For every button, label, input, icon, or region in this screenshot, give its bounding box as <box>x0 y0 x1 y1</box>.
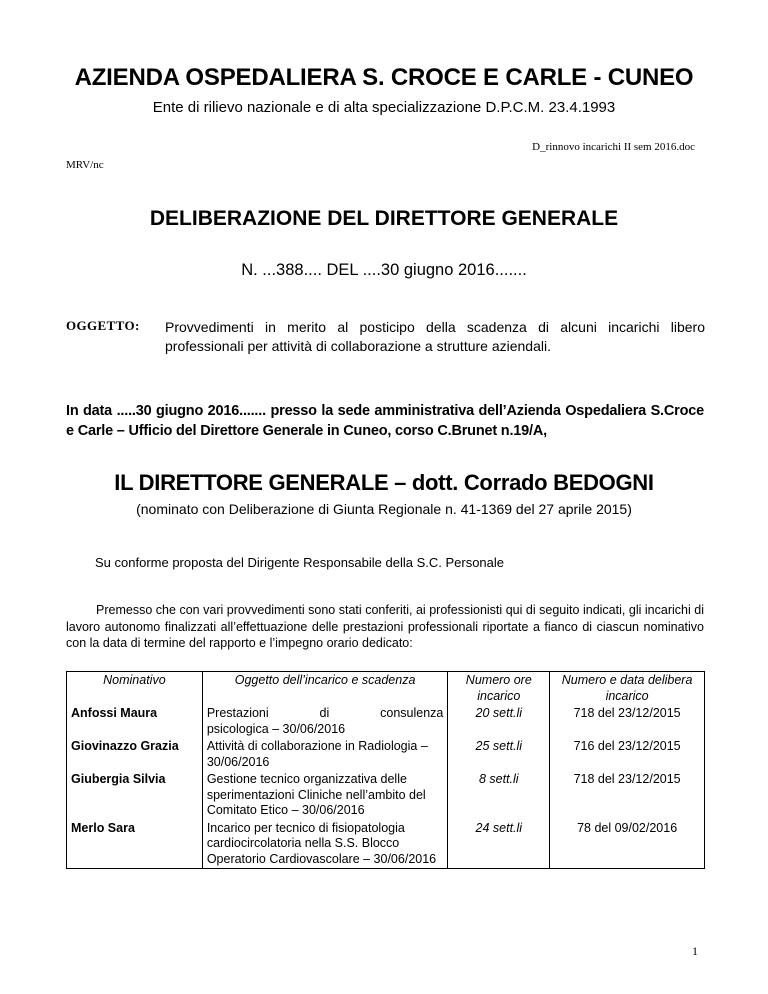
row-delibera: 718 del 23/12/2015 <box>550 771 705 820</box>
header-name: Nominativo <box>67 672 203 706</box>
page-number: 1 <box>692 944 698 958</box>
row-delibera: 718 del 23/12/2015 <box>550 705 705 738</box>
table-row <box>67 820 705 869</box>
row-name: Anfossi Maura <box>67 705 203 738</box>
row-object: Gestione tecnico organizzativa delle sperimentazioni Cliniche nell’ambito del Comitato Etico – 30/06/2016 <box>202 771 448 820</box>
premesso-text: Premesso che con vari provvedimenti sono stati conferiti, ai professionisti qui di seguito indicati, gli incarichi di lavoro autonomo finalizzati all’effettuazione delle prestazioni professionali riportate a fianco di ciascun nominativo con la data di termine del rapporto e l’impegno orario dedicato: <box>66 603 704 650</box>
proposal-line: Su conforme proposta del Dirigente Responsabile della S.C. Personale <box>95 555 505 570</box>
file-reference: D_rinnovo incarichi II sem 2016.doc <box>532 141 695 153</box>
date-place-paragraph: In data .....30 giugno 2016....... presso la sede amministrativa dell’Azienda Ospedaliera S.Croce e Carle – Ufficio del Direttore Generale in Cuneo, corso C.Brunet n.19/A, <box>66 403 704 439</box>
row-hours: 8 sett.li <box>448 771 550 820</box>
director-appointment: (nominato con Deliberazione di Giunta Regionale n. 41-1369 del 27 aprile 2015) <box>136 501 632 517</box>
header-object: Oggetto dell’incarico e scadenza <box>202 672 448 706</box>
row-name: Giovinazzo Grazia <box>67 738 203 771</box>
row-object: Incarico per tecnico di fisiopatologia cardiocircolatoria nella S.S. Blocco Operatorio Cardiovascolare – 30/06/2016 <box>202 820 448 869</box>
row-object-line: Prestazioni di consulenza <box>206 706 444 720</box>
subject-text: Provvedimenti in merito al posticipo della scadenza di alcuni incarichi libero professionali per attività di collaborazione a strutture aziendali. <box>165 319 705 354</box>
table-row <box>67 771 705 820</box>
subject-label: OGGETTO: <box>66 318 140 333</box>
author-initials: MRV/nc <box>66 159 104 171</box>
row-object: Attività di collaborazione in Radiologia – 30/06/2016 <box>202 738 448 771</box>
assignments-table <box>66 671 705 869</box>
row-name: Merlo Sara <box>67 820 203 869</box>
table-header-row <box>67 672 705 706</box>
table-row <box>67 738 705 771</box>
row-object-line: psicologica – 30/06/2016 <box>206 721 346 736</box>
row-name: Giubergia Silvia <box>67 771 203 820</box>
table-row <box>67 705 705 738</box>
header-delibera: Numero e data delibera incarico <box>550 672 705 706</box>
premesso-paragraph <box>66 602 704 652</box>
row-hours: 24 sett.li <box>448 820 550 869</box>
row-delibera: 716 del 23/12/2015 <box>550 738 705 771</box>
organization-subtitle: Ente di rilievo nazionale e di alta specializzazione D.P.C.M. 23.4.1993 <box>152 99 616 116</box>
row-delibera: 78 del 09/02/2016 <box>550 820 705 869</box>
header-hours: Numero ore incarico <box>448 672 550 706</box>
deliberation-number: N. ...388.... DEL ....30 giugno 2016....... <box>241 261 527 279</box>
director-title: IL DIRETTORE GENERALE – dott. Corrado BEDOGNI <box>114 470 654 495</box>
organization-title: AZIENDA OSPEDALIERA S. CROCE E CARLE - CUNEO <box>74 64 694 91</box>
row-hours: 25 sett.li <box>448 738 550 771</box>
deliberation-title: DELIBERAZIONE DEL DIRETTORE GENERALE <box>149 207 619 230</box>
row-object <box>202 705 448 738</box>
row-hours: 20 sett.li <box>448 705 550 738</box>
